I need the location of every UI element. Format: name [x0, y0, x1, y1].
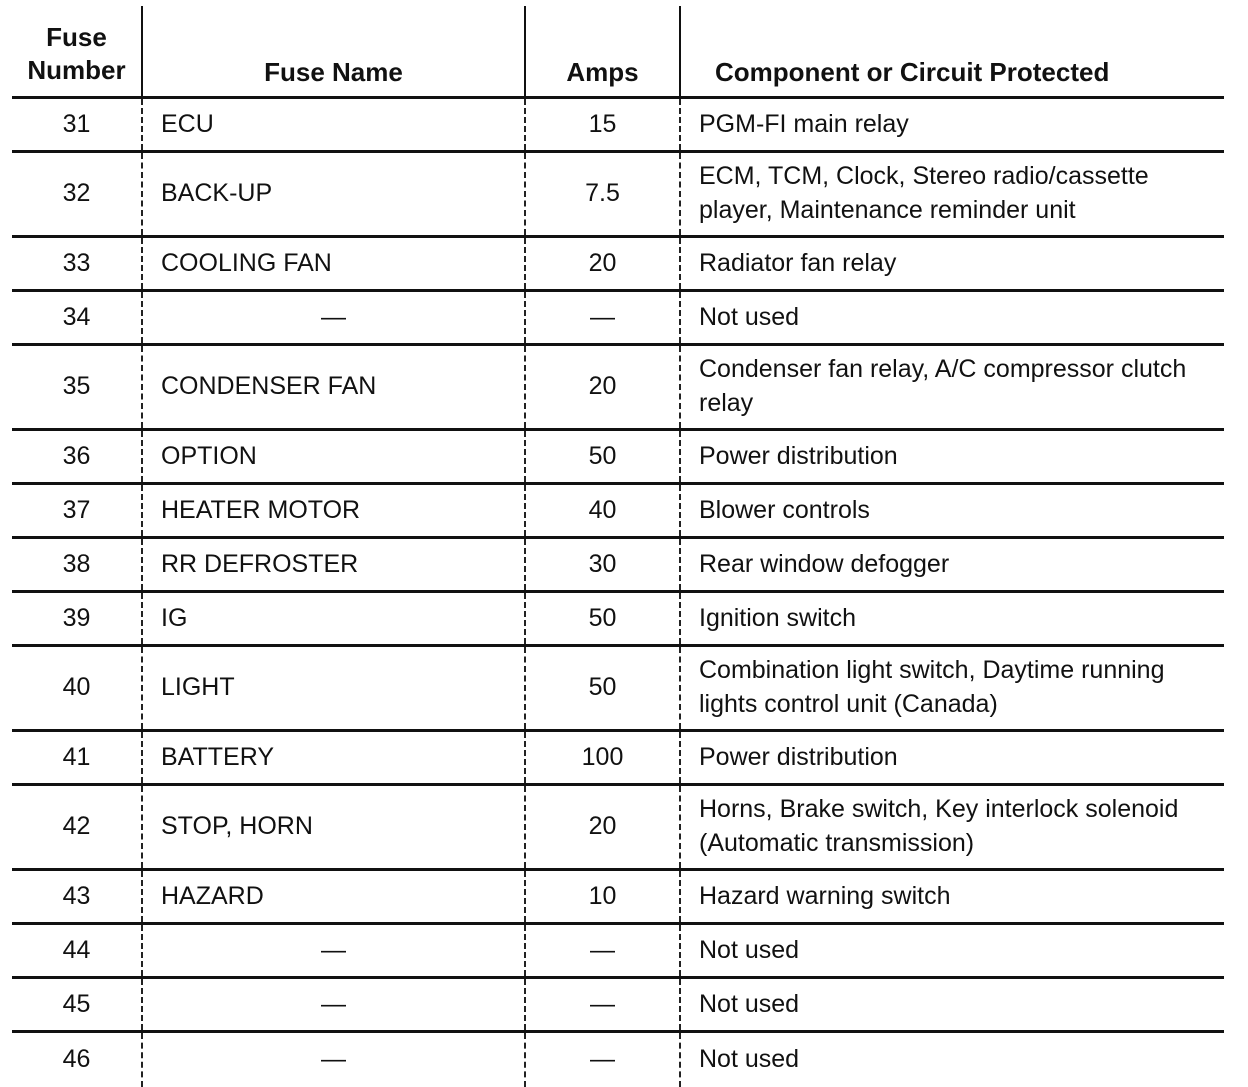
table-row: [12, 646, 1224, 731]
fuse-name: BACK-UP: [142, 152, 525, 237]
fuse-amps: —: [525, 924, 680, 978]
fuse-component: Not used: [680, 978, 1224, 1032]
fuse-number: 31: [12, 98, 142, 152]
header-fuse-number: [12, 6, 142, 98]
fuse-component: Not used: [680, 1032, 1224, 1087]
fuse-name: —: [142, 924, 525, 978]
table-row: [12, 924, 1224, 978]
fuse-component: Not used: [680, 291, 1224, 345]
header-amps: [525, 6, 680, 98]
fuse-name: RR DEFROSTER: [142, 538, 525, 592]
table-row: [12, 345, 1224, 430]
header-fuse-name: [142, 6, 525, 98]
fuse-component: Radiator fan relay: [680, 237, 1224, 291]
header-component: [680, 6, 1224, 98]
fuse-number: 35: [12, 345, 142, 430]
table-row: [12, 291, 1224, 345]
table-row: [12, 870, 1224, 924]
table-row: [12, 237, 1224, 291]
fuse-table: [12, 6, 1224, 1087]
fuse-number: 45: [12, 978, 142, 1032]
fuse-amps: 50: [525, 592, 680, 646]
header-component-label: Component or Circuit Protected: [715, 57, 1109, 87]
table-row: [12, 538, 1224, 592]
table-row: [12, 152, 1224, 237]
fuse-number: 39: [12, 592, 142, 646]
table-row: [12, 98, 1224, 152]
fuse-number: 36: [12, 430, 142, 484]
fuse-amps: 7.5: [525, 152, 680, 237]
fuse-component: Ignition switch: [680, 592, 1224, 646]
fuse-name: —: [142, 1032, 525, 1087]
fuse-amps: 20: [525, 785, 680, 870]
fuse-amps: 50: [525, 430, 680, 484]
header-amps-label: Amps: [566, 57, 638, 87]
fuse-component: Combination light switch, Daytime running lights control unit (Canada): [680, 646, 1224, 731]
fuse-component: Condenser fan relay, A/C compressor clutch relay: [680, 345, 1224, 430]
fuse-number: 40: [12, 646, 142, 731]
header-fuse-number-label: Fuse Number: [27, 21, 125, 86]
fuse-name: COOLING FAN: [142, 237, 525, 291]
fuse-amps: 30: [525, 538, 680, 592]
fuse-number: 43: [12, 870, 142, 924]
fuse-amps: —: [525, 1032, 680, 1087]
fuse-component: Rear window defogger: [680, 538, 1224, 592]
fuse-number: 41: [12, 731, 142, 785]
table-row: [12, 731, 1224, 785]
table-row: [12, 592, 1224, 646]
fuse-name: STOP, HORN: [142, 785, 525, 870]
fuse-name: —: [142, 978, 525, 1032]
fuse-amps: 20: [525, 237, 680, 291]
fuse-name: OPTION: [142, 430, 525, 484]
table-row: [12, 484, 1224, 538]
fuse-component: Horns, Brake switch, Key interlock solenoid (Automatic transmission): [680, 785, 1224, 870]
fuse-component: PGM-FI main relay: [680, 98, 1224, 152]
fuse-name: IG: [142, 592, 525, 646]
fuse-component: Blower controls: [680, 484, 1224, 538]
fuse-amps: 10: [525, 870, 680, 924]
fuse-amps: —: [525, 978, 680, 1032]
fuse-name: —: [142, 291, 525, 345]
fuse-name: HEATER MOTOR: [142, 484, 525, 538]
fuse-component: Power distribution: [680, 430, 1224, 484]
table-row: [12, 1032, 1224, 1087]
fuse-name: ECU: [142, 98, 525, 152]
table-row: [12, 430, 1224, 484]
fuse-component: Power distribution: [680, 731, 1224, 785]
fuse-component: ECM, TCM, Clock, Stereo radio/cassette player, Maintenance reminder unit: [680, 152, 1224, 237]
fuse-amps: 40: [525, 484, 680, 538]
fuse-name: LIGHT: [142, 646, 525, 731]
fuse-number: 42: [12, 785, 142, 870]
fuse-name: BATTERY: [142, 731, 525, 785]
fuse-number: 46: [12, 1032, 142, 1087]
fuse-amps: 20: [525, 345, 680, 430]
fuse-name: HAZARD: [142, 870, 525, 924]
fuse-amps: 100: [525, 731, 680, 785]
fuse-number: 44: [12, 924, 142, 978]
fuse-component: Not used: [680, 924, 1224, 978]
fuse-component: Hazard warning switch: [680, 870, 1224, 924]
fuse-number: 34: [12, 291, 142, 345]
fuse-amps: —: [525, 291, 680, 345]
table-row: [12, 785, 1224, 870]
fuse-number: 32: [12, 152, 142, 237]
fuse-amps: 15: [525, 98, 680, 152]
table-row: [12, 978, 1224, 1032]
header-row: [12, 6, 1224, 98]
fuse-amps: 50: [525, 646, 680, 731]
fuse-number: 33: [12, 237, 142, 291]
fuse-number: 38: [12, 538, 142, 592]
fuse-name: CONDENSER FAN: [142, 345, 525, 430]
header-fuse-name-label: Fuse Name: [264, 57, 403, 87]
fuse-number: 37: [12, 484, 142, 538]
